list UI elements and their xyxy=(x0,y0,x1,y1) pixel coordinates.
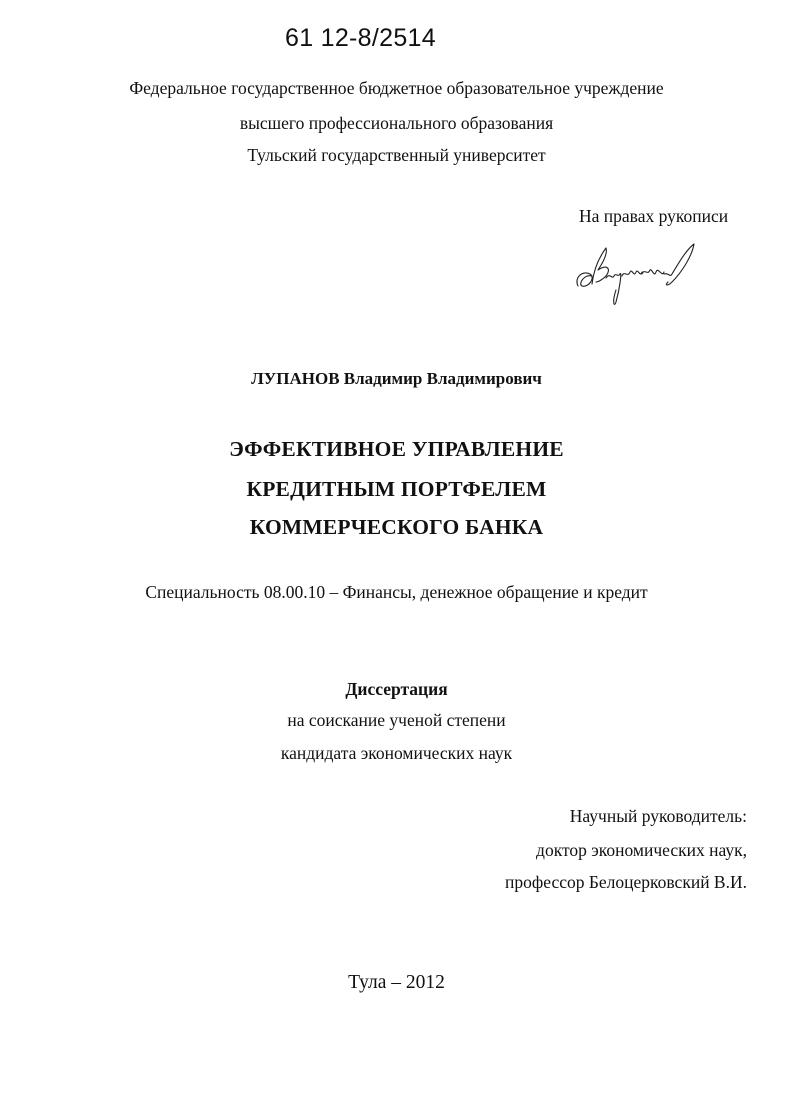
author-name: ЛУПАНОВ Владимир Владимирович xyxy=(251,369,542,388)
institution-line-2: высшего профессионального образования xyxy=(239,113,554,133)
signature-icon xyxy=(572,238,702,310)
supervisor-name: профессор Белоцерковский В.И. xyxy=(505,872,747,892)
supervisor-degree: доктор экономических наук, xyxy=(536,840,747,860)
registration-stamp: 61 12-8/2514 xyxy=(285,24,436,52)
rights-note: На правах рукописи xyxy=(579,206,729,226)
place-year: Тула – 2012 xyxy=(348,972,445,993)
supervisor-label: Научный руководитель: xyxy=(569,806,747,826)
title-line-1: ЭФФЕКТИВНОЕ УПРАВЛЕНИЕ xyxy=(229,437,564,461)
dissertation-line-2: кандидата экономических наук xyxy=(280,743,513,763)
dissertation-heading: Диссертация xyxy=(345,679,448,699)
specialty: Специальность 08.00.10 – Финансы, денежное обращение и кредит xyxy=(145,582,648,602)
dissertation-line-1: на соискание ученой степени xyxy=(287,710,506,730)
title-line-3: КОММЕРЧЕСКОГО БАНКА xyxy=(249,515,544,539)
institution-line-1: Федеральное государственное бюджетное образовательное учреждение xyxy=(129,78,664,98)
institution-line-3: Тульский государственный университет xyxy=(247,145,546,165)
title-line-2: КРЕДИТНЫМ ПОРТФЕЛЕМ xyxy=(246,477,547,501)
